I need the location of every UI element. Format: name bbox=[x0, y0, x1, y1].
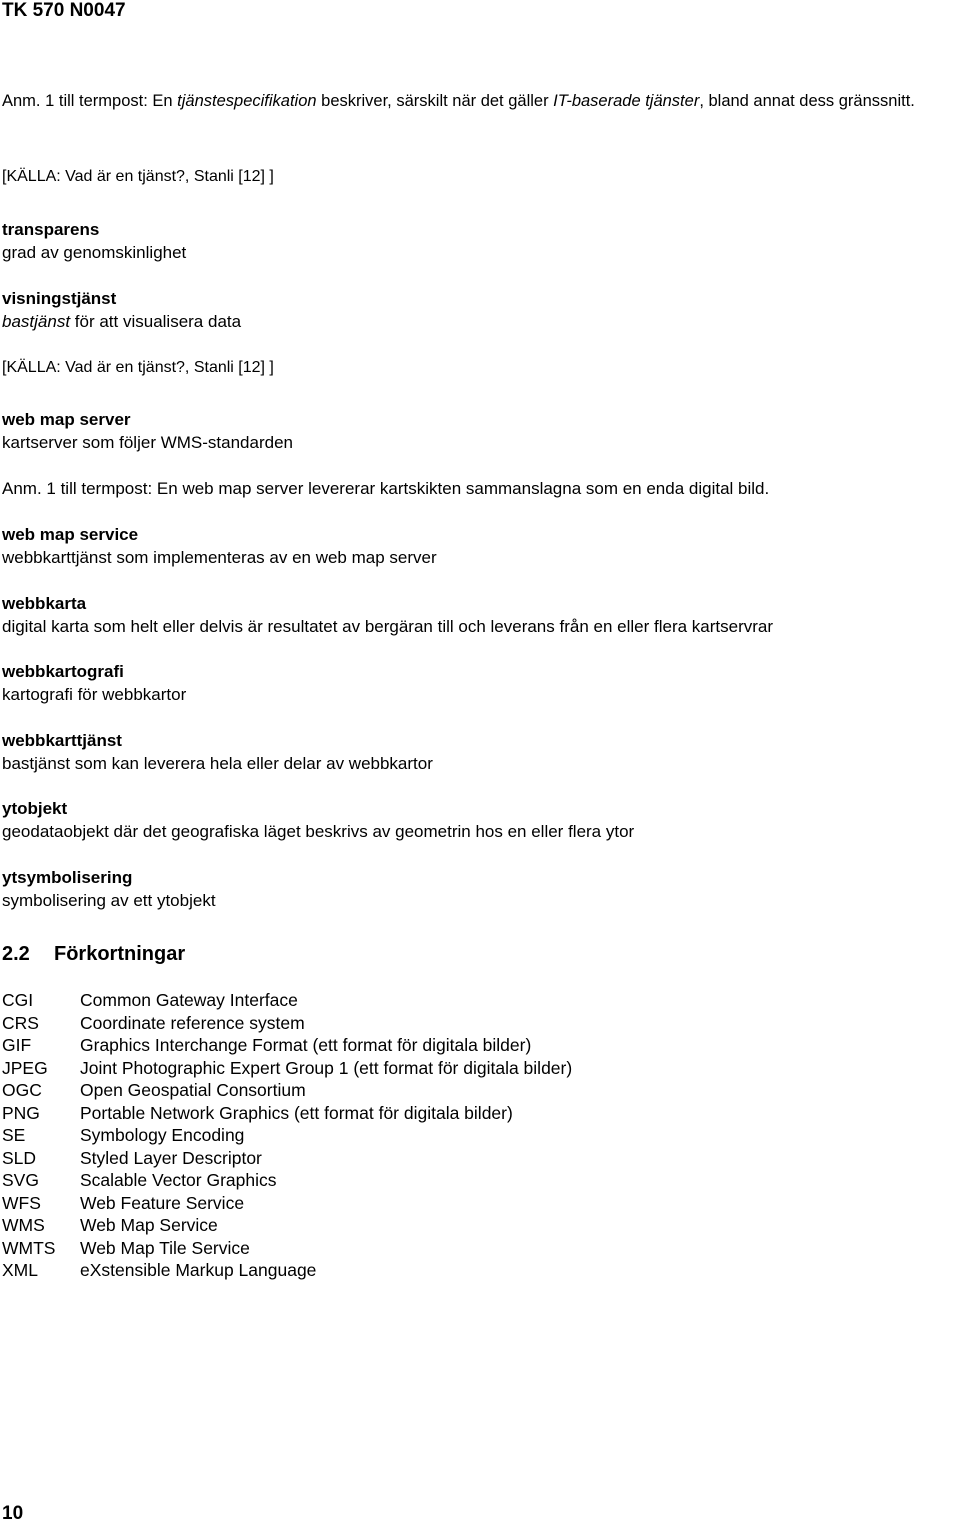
abbreviation-list bbox=[2, 989, 572, 1282]
section-heading bbox=[2, 940, 185, 968]
term-heading: ytsymbolisering bbox=[2, 868, 133, 887]
abbreviation: SLD bbox=[2, 1147, 37, 1168]
term-note: Anm. 1 till termpost: En web map server levererar kartskikten sammanslagna som en enda digital bild. bbox=[2, 479, 770, 498]
abbreviation-meaning: Styled Layer Descriptor bbox=[80, 1147, 262, 1168]
abbreviation: WFS bbox=[2, 1192, 41, 1213]
section-title: Förkortningar bbox=[54, 943, 186, 965]
abbreviation-row bbox=[2, 989, 572, 1012]
abbreviation-row bbox=[2, 1079, 572, 1102]
abbreviation-row bbox=[2, 1169, 572, 1192]
abbreviation-meaning: Web Map Service bbox=[80, 1215, 218, 1235]
term-heading: web map server bbox=[2, 410, 131, 429]
note-italic-phrase: IT-baserade tjänster bbox=[553, 92, 700, 110]
note-italic-term: tjänstespecifikation bbox=[177, 92, 317, 110]
section-number: 2.2 bbox=[2, 943, 30, 965]
abbreviation: OGC bbox=[2, 1080, 42, 1100]
source-citation: [KÄLLA: Vad är en tjänst?, Stanli [12] ] bbox=[2, 168, 274, 185]
term-definition: webbkarttjänst som implementeras av en web map server bbox=[2, 548, 437, 567]
definition-rest: för att visualisera data bbox=[70, 312, 242, 331]
abbreviation-meaning: Web Feature Service bbox=[80, 1192, 245, 1213]
term-definition: digital karta som helt eller delvis är resultatet av bergäran till och leverans från en eller flera kartservrar bbox=[2, 617, 774, 636]
definition-italic: bastjänst bbox=[2, 312, 71, 331]
abbreviation: GIF bbox=[2, 1035, 32, 1055]
term-definition bbox=[2, 311, 241, 333]
source-citation: [KÄLLA: Vad är en tjänst?, Stanli [12] ] bbox=[2, 359, 274, 376]
abbreviation-row bbox=[2, 1237, 572, 1260]
abbreviation: WMTS bbox=[2, 1237, 56, 1258]
abbreviation: CRS bbox=[2, 1012, 39, 1033]
term-heading: webbkarttjänst bbox=[2, 731, 122, 750]
abbreviation-row bbox=[2, 1057, 572, 1080]
abbreviation-meaning: Graphics Interchange Format (ett format för digitala bilder) bbox=[80, 1035, 532, 1055]
abbreviation-row bbox=[2, 1012, 572, 1035]
term-note-tjanstespecifikation bbox=[2, 90, 957, 113]
term-heading: ytobjekt bbox=[2, 799, 68, 818]
term-definition: kartserver som följer WMS-standarden bbox=[2, 433, 293, 452]
abbreviation-row bbox=[2, 1147, 572, 1170]
abbreviation-meaning: Scalable Vector Graphics bbox=[80, 1170, 277, 1190]
abbreviation-meaning: Symbology Encoding bbox=[80, 1125, 245, 1145]
abbreviation-row bbox=[2, 1124, 572, 1147]
term-definition: geodataobjekt där det geografiska läget beskrivs av geometrin hos en eller flera ytor bbox=[2, 822, 635, 841]
page-number: 10 bbox=[2, 1503, 24, 1524]
abbreviation-meaning: Portable Network Graphics (ett format för digitala bilder) bbox=[80, 1102, 513, 1123]
note-prefix: Anm. 1 till termpost: En bbox=[2, 92, 178, 110]
abbreviation-meaning: eXstensible Markup Language bbox=[80, 1260, 317, 1280]
term-definition: bastjänst som kan leverera hela eller delar av webbkartor bbox=[2, 754, 433, 773]
term-definition: grad av genomskinlighet bbox=[2, 243, 187, 262]
abbreviation: CGI bbox=[2, 990, 34, 1010]
term-definition: kartografi för webbkartor bbox=[2, 685, 187, 704]
document-id: TK 570 N0047 bbox=[2, 0, 126, 21]
term-heading: transparens bbox=[2, 220, 100, 239]
term-heading: visningstjänst bbox=[2, 289, 117, 308]
term-heading: webbkarta bbox=[2, 594, 87, 613]
abbreviation-row bbox=[2, 1102, 572, 1125]
abbreviation: SE bbox=[2, 1125, 26, 1145]
abbreviation-meaning: Joint Photographic Expert Group 1 (ett format för digitala bilder) bbox=[80, 1057, 573, 1078]
abbreviation-meaning: Coordinate reference system bbox=[80, 1012, 305, 1033]
term-heading: web map service bbox=[2, 525, 139, 544]
abbreviation: WMS bbox=[2, 1215, 45, 1235]
abbreviation-meaning: Web Map Tile Service bbox=[80, 1237, 250, 1258]
term-heading: webbkartografi bbox=[2, 662, 124, 681]
note-suffix: , bland annat dess gränssnitt. bbox=[699, 92, 915, 110]
abbreviation: SVG bbox=[2, 1170, 39, 1190]
abbreviation: PNG bbox=[2, 1102, 40, 1123]
abbreviation-meaning: Open Geospatial Consortium bbox=[80, 1080, 306, 1100]
note-middle: beskriver, särskilt när det gäller bbox=[316, 92, 554, 110]
abbreviation-meaning: Common Gateway Interface bbox=[80, 990, 298, 1010]
abbreviation-row bbox=[2, 1214, 572, 1237]
abbreviation-row bbox=[2, 1259, 572, 1282]
term-definition: symbolisering av ett ytobjekt bbox=[2, 891, 216, 910]
abbreviation-row bbox=[2, 1192, 572, 1215]
abbreviation: JPEG bbox=[2, 1057, 48, 1078]
abbreviation: XML bbox=[2, 1260, 38, 1280]
abbreviation-row bbox=[2, 1034, 572, 1057]
